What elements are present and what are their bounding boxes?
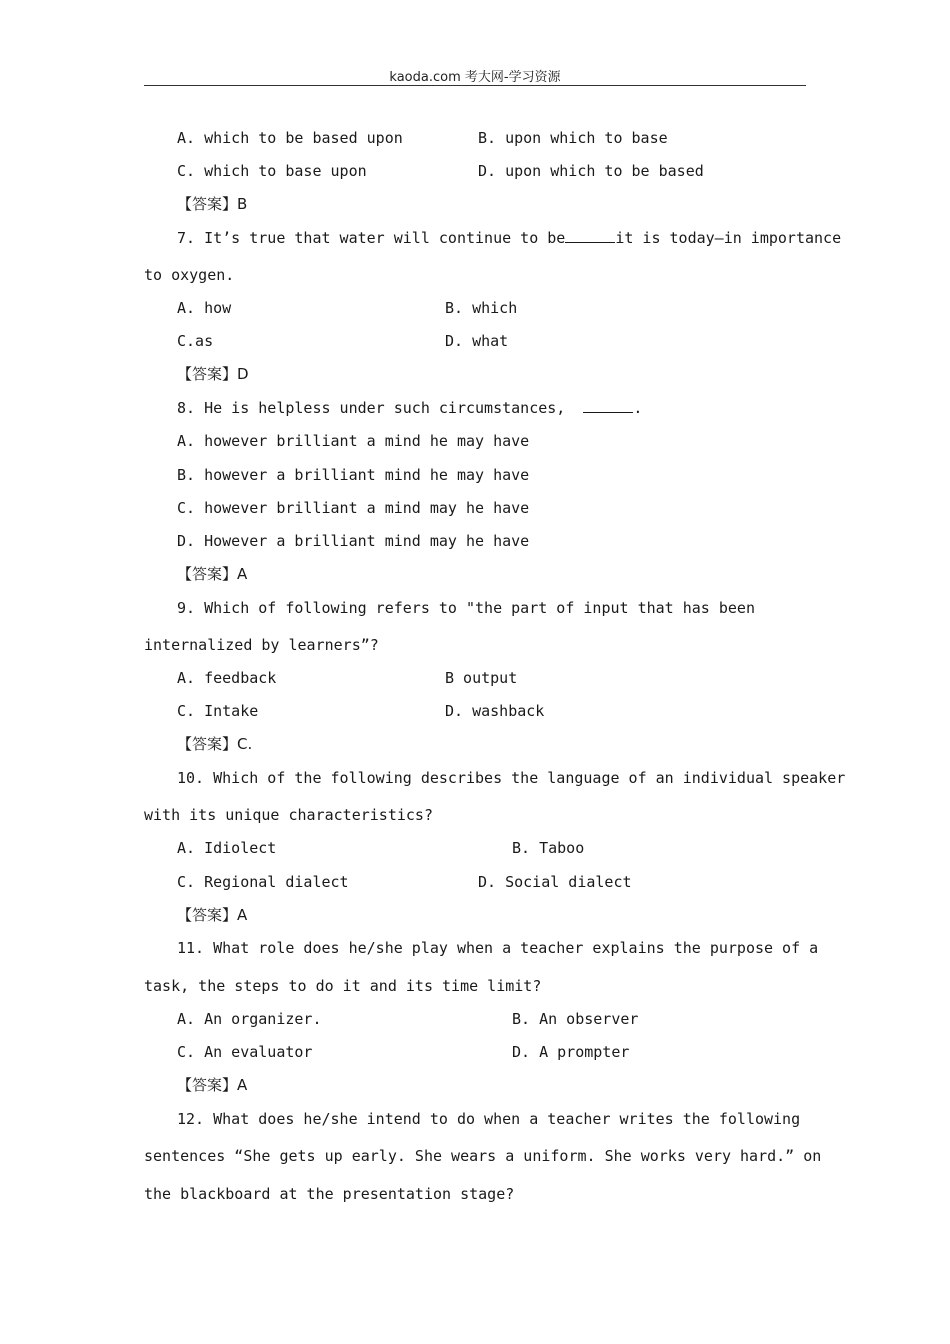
q6-option-b: B. upon which to base bbox=[478, 129, 668, 147]
q8-option-a: A. however brilliant a mind he may have bbox=[177, 432, 530, 450]
q12-stem-line1: 12. What does he/she intend to do when a teacher writes the following bbox=[177, 1110, 801, 1128]
q9-option-c: C. Intake bbox=[177, 702, 259, 720]
q7-option-a: A. how bbox=[177, 299, 232, 317]
q11-stem-line2: task, the steps to do it and its time limit? bbox=[144, 977, 542, 995]
q9-stem-line1: 9. Which of following refers to "the part of input that has been bbox=[177, 599, 755, 617]
q6-option-a: A. which to be based upon bbox=[177, 129, 403, 147]
q8-option-b: B. however a brilliant mind he may have bbox=[177, 466, 530, 484]
q7-stem-line1 bbox=[177, 228, 841, 248]
q9-stem-line2: internalized by learners”? bbox=[144, 636, 379, 654]
q11-option-d: D. A prompter bbox=[512, 1043, 630, 1061]
q8-blank bbox=[583, 398, 633, 413]
q10-stem-line1: 10. Which of the following describes the language of an individual speaker bbox=[177, 769, 846, 787]
q10-stem-line2: with its unique characteristics? bbox=[144, 806, 433, 824]
q12-stem-line2: sentences “She gets up early. She wears a uniform. She works very hard.” on bbox=[144, 1147, 822, 1165]
q11-stem-line1: 11. What role does he/she play when a teacher explains the purpose of a bbox=[177, 939, 819, 957]
q11-option-a: A. An organizer. bbox=[177, 1010, 322, 1028]
q7-option-b: B. which bbox=[445, 299, 518, 317]
q12-stem-line3: the blackboard at the presentation stage? bbox=[144, 1185, 515, 1203]
q10-option-a: A. Idiolect bbox=[177, 839, 277, 857]
q9-option-d: D. washback bbox=[445, 702, 545, 720]
q9-option-a: A. feedback bbox=[177, 669, 277, 687]
q8-answer: 【答案】A bbox=[177, 565, 248, 583]
q10-option-b: B. Taboo bbox=[512, 839, 585, 857]
q7-blank bbox=[565, 228, 615, 243]
page-header: kaoda.com 考大网-学习资源 bbox=[389, 70, 561, 85]
q7-option-d: D. what bbox=[445, 332, 509, 350]
q7-stem-post: it is today—in importance bbox=[615, 229, 842, 247]
q7-stem-pre: 7. It’s true that water will continue to be bbox=[177, 229, 566, 247]
q9-answer: 【答案】C. bbox=[177, 735, 253, 753]
q6-option-d: D. upon which to be based bbox=[478, 162, 704, 180]
header-rule bbox=[144, 85, 806, 86]
q7-stem-line2: to oxygen. bbox=[144, 266, 235, 284]
q8-option-c: C. however brilliant a mind may he have bbox=[177, 499, 530, 517]
q8-stem-end: . bbox=[633, 399, 643, 417]
q10-option-d: D. Social dialect bbox=[478, 873, 632, 891]
q10-option-c: C. Regional dialect bbox=[177, 873, 349, 891]
q7-option-c: C.as bbox=[177, 332, 214, 350]
q7-answer: 【答案】D bbox=[177, 365, 249, 383]
q8-option-d: D. However a brilliant mind may he have bbox=[177, 532, 530, 550]
q6-option-c: C. which to base upon bbox=[177, 162, 367, 180]
q11-answer: 【答案】A bbox=[177, 1076, 248, 1094]
q10-answer: 【答案】A bbox=[177, 906, 248, 924]
q9-option-b: B output bbox=[445, 669, 518, 687]
q8-stem bbox=[177, 398, 642, 418]
q6-answer: 【答案】B bbox=[177, 195, 248, 213]
q8-stem-text: 8. He is helpless under such circumstances, bbox=[177, 399, 566, 417]
q11-option-b: B. An observer bbox=[512, 1010, 639, 1028]
q11-option-c: C. An evaluator bbox=[177, 1043, 313, 1061]
